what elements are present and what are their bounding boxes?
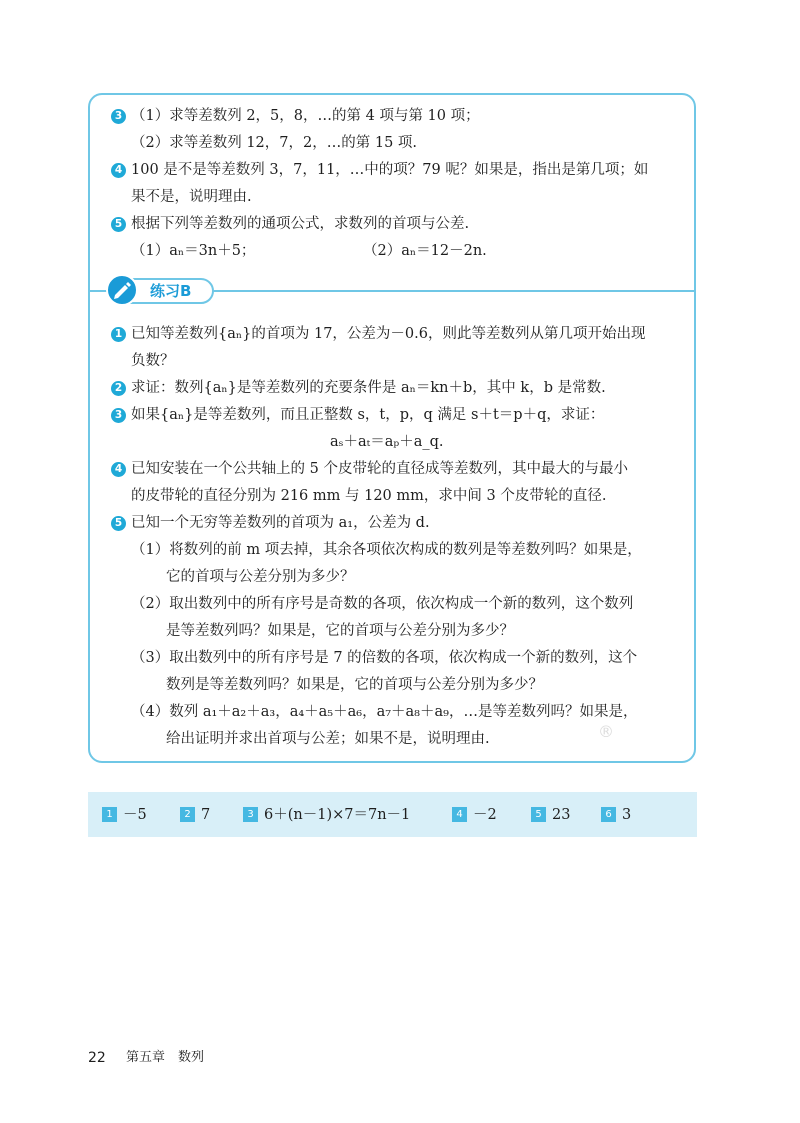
answer-item	[601, 805, 631, 825]
question-number-badge: 3	[111, 109, 126, 124]
answer-item	[531, 805, 570, 825]
answer-number-badge: 2	[180, 807, 195, 822]
question-text: 已知一个无穷等差数列的首项为 a₁，公差为 d.	[131, 515, 430, 531]
question-text: 果不是，说明理由.	[131, 189, 252, 205]
answer-value: －2	[473, 807, 497, 823]
question-subpart: 它的首项与公差分别为多少？	[166, 569, 355, 585]
question-text: （2）求等差数列 12，7，2，…的第 15 项.	[131, 135, 418, 151]
question-text: 已知等差数列{aₙ}的首项为 17，公差为－0.6，则此等差数列从第几项开始出现	[131, 326, 646, 342]
question-subpart: （2）aₙ＝12－2n.	[363, 243, 487, 259]
question-number-badge: 1	[111, 327, 126, 342]
answer-value: 23	[552, 807, 571, 823]
question-number-badge: 5	[111, 217, 126, 232]
answer-value: －5	[123, 807, 147, 823]
answer-value: 7	[201, 807, 211, 823]
answer-number-badge: 3	[243, 807, 258, 822]
answer-item	[243, 805, 410, 825]
question-subpart: （4）数列 a₁＋a₂＋a₃，a₄＋a₅＋a₆，a₇＋a₈＋a₉，…是等差数列吗？如果是，	[131, 704, 638, 720]
answer-number-badge: 5	[531, 807, 546, 822]
question-subpart: （3）取出数列中的所有序号是 7 的倍数的各项，依次构成一个新的数列，这个	[131, 650, 638, 666]
formula: aₛ＋aₜ＝aₚ＋a_q.	[330, 434, 444, 450]
answer-item	[102, 805, 147, 825]
answer-value: 3	[622, 807, 632, 823]
question-subpart: （2）取出数列中的所有序号是奇数的各项，依次构成一个新的数列，这个数列	[131, 596, 634, 612]
question-text: 根据下列等差数列的通项公式，求数列的首项与公差.	[131, 216, 470, 232]
chapter-title: 第五章 数列	[126, 1050, 205, 1065]
question-text: 如果{aₙ}是等差数列，而且正整数 s，t，p，q 满足 s＋t＝p＋q，求证：	[131, 407, 605, 423]
answer-value: 6＋(n－1)×7＝7n－1	[264, 807, 411, 823]
registered-mark: ®	[598, 722, 614, 741]
page-number: 22	[88, 1050, 106, 1066]
question-text: 负数？	[131, 353, 175, 369]
question-subpart: 是等差数列吗？如果是，它的首项与公差分别为多少？	[166, 623, 514, 639]
question-number-badge: 3	[111, 408, 126, 423]
answer-item	[180, 805, 210, 825]
answer-number-badge: 4	[452, 807, 467, 822]
question-text: （1）求等差数列 2，5，8，…的第 4 项与第 10 项；	[131, 108, 480, 124]
question-number-badge: 4	[111, 462, 126, 477]
question-number-badge: 2	[111, 381, 126, 396]
question-text: 求证：数列{aₙ}是等差数列的充要条件是 aₙ＝kn＋b，其中 k，b 是常数.	[131, 380, 606, 396]
answer-number-badge: 6	[601, 807, 616, 822]
question-number-badge: 4	[111, 163, 126, 178]
question-text: 的皮带轮的直径分别为 216 mm 与 120 mm，求中间 3 个皮带轮的直径.	[131, 488, 607, 504]
answer-item	[452, 805, 497, 825]
question-text: 已知安装在一个公共轴上的 5 个皮带轮的直径成等差数列，其中最大的与最小	[131, 461, 628, 477]
question-subpart: （1）将数列的前 m 项去掉，其余各项依次构成的数列是等差数列吗？如果是，	[131, 542, 642, 558]
question-subpart: 给出证明并求出首项与公差；如果不是，说明理由.	[166, 731, 490, 747]
question-subpart: （1）aₙ＝3n＋5；	[131, 243, 256, 259]
question-subpart: 数列是等差数列吗？如果是，它的首项与公差分别为多少？	[166, 677, 543, 693]
question-number-badge: 5	[111, 516, 126, 531]
question-text: 100 是不是等差数列 3，7，11，…中的项？79 呢？如果是，指出是第几项；如	[131, 162, 649, 178]
answer-number-badge: 1	[102, 807, 117, 822]
section-title: 练习B	[150, 282, 192, 300]
pencil-icon	[106, 274, 138, 306]
